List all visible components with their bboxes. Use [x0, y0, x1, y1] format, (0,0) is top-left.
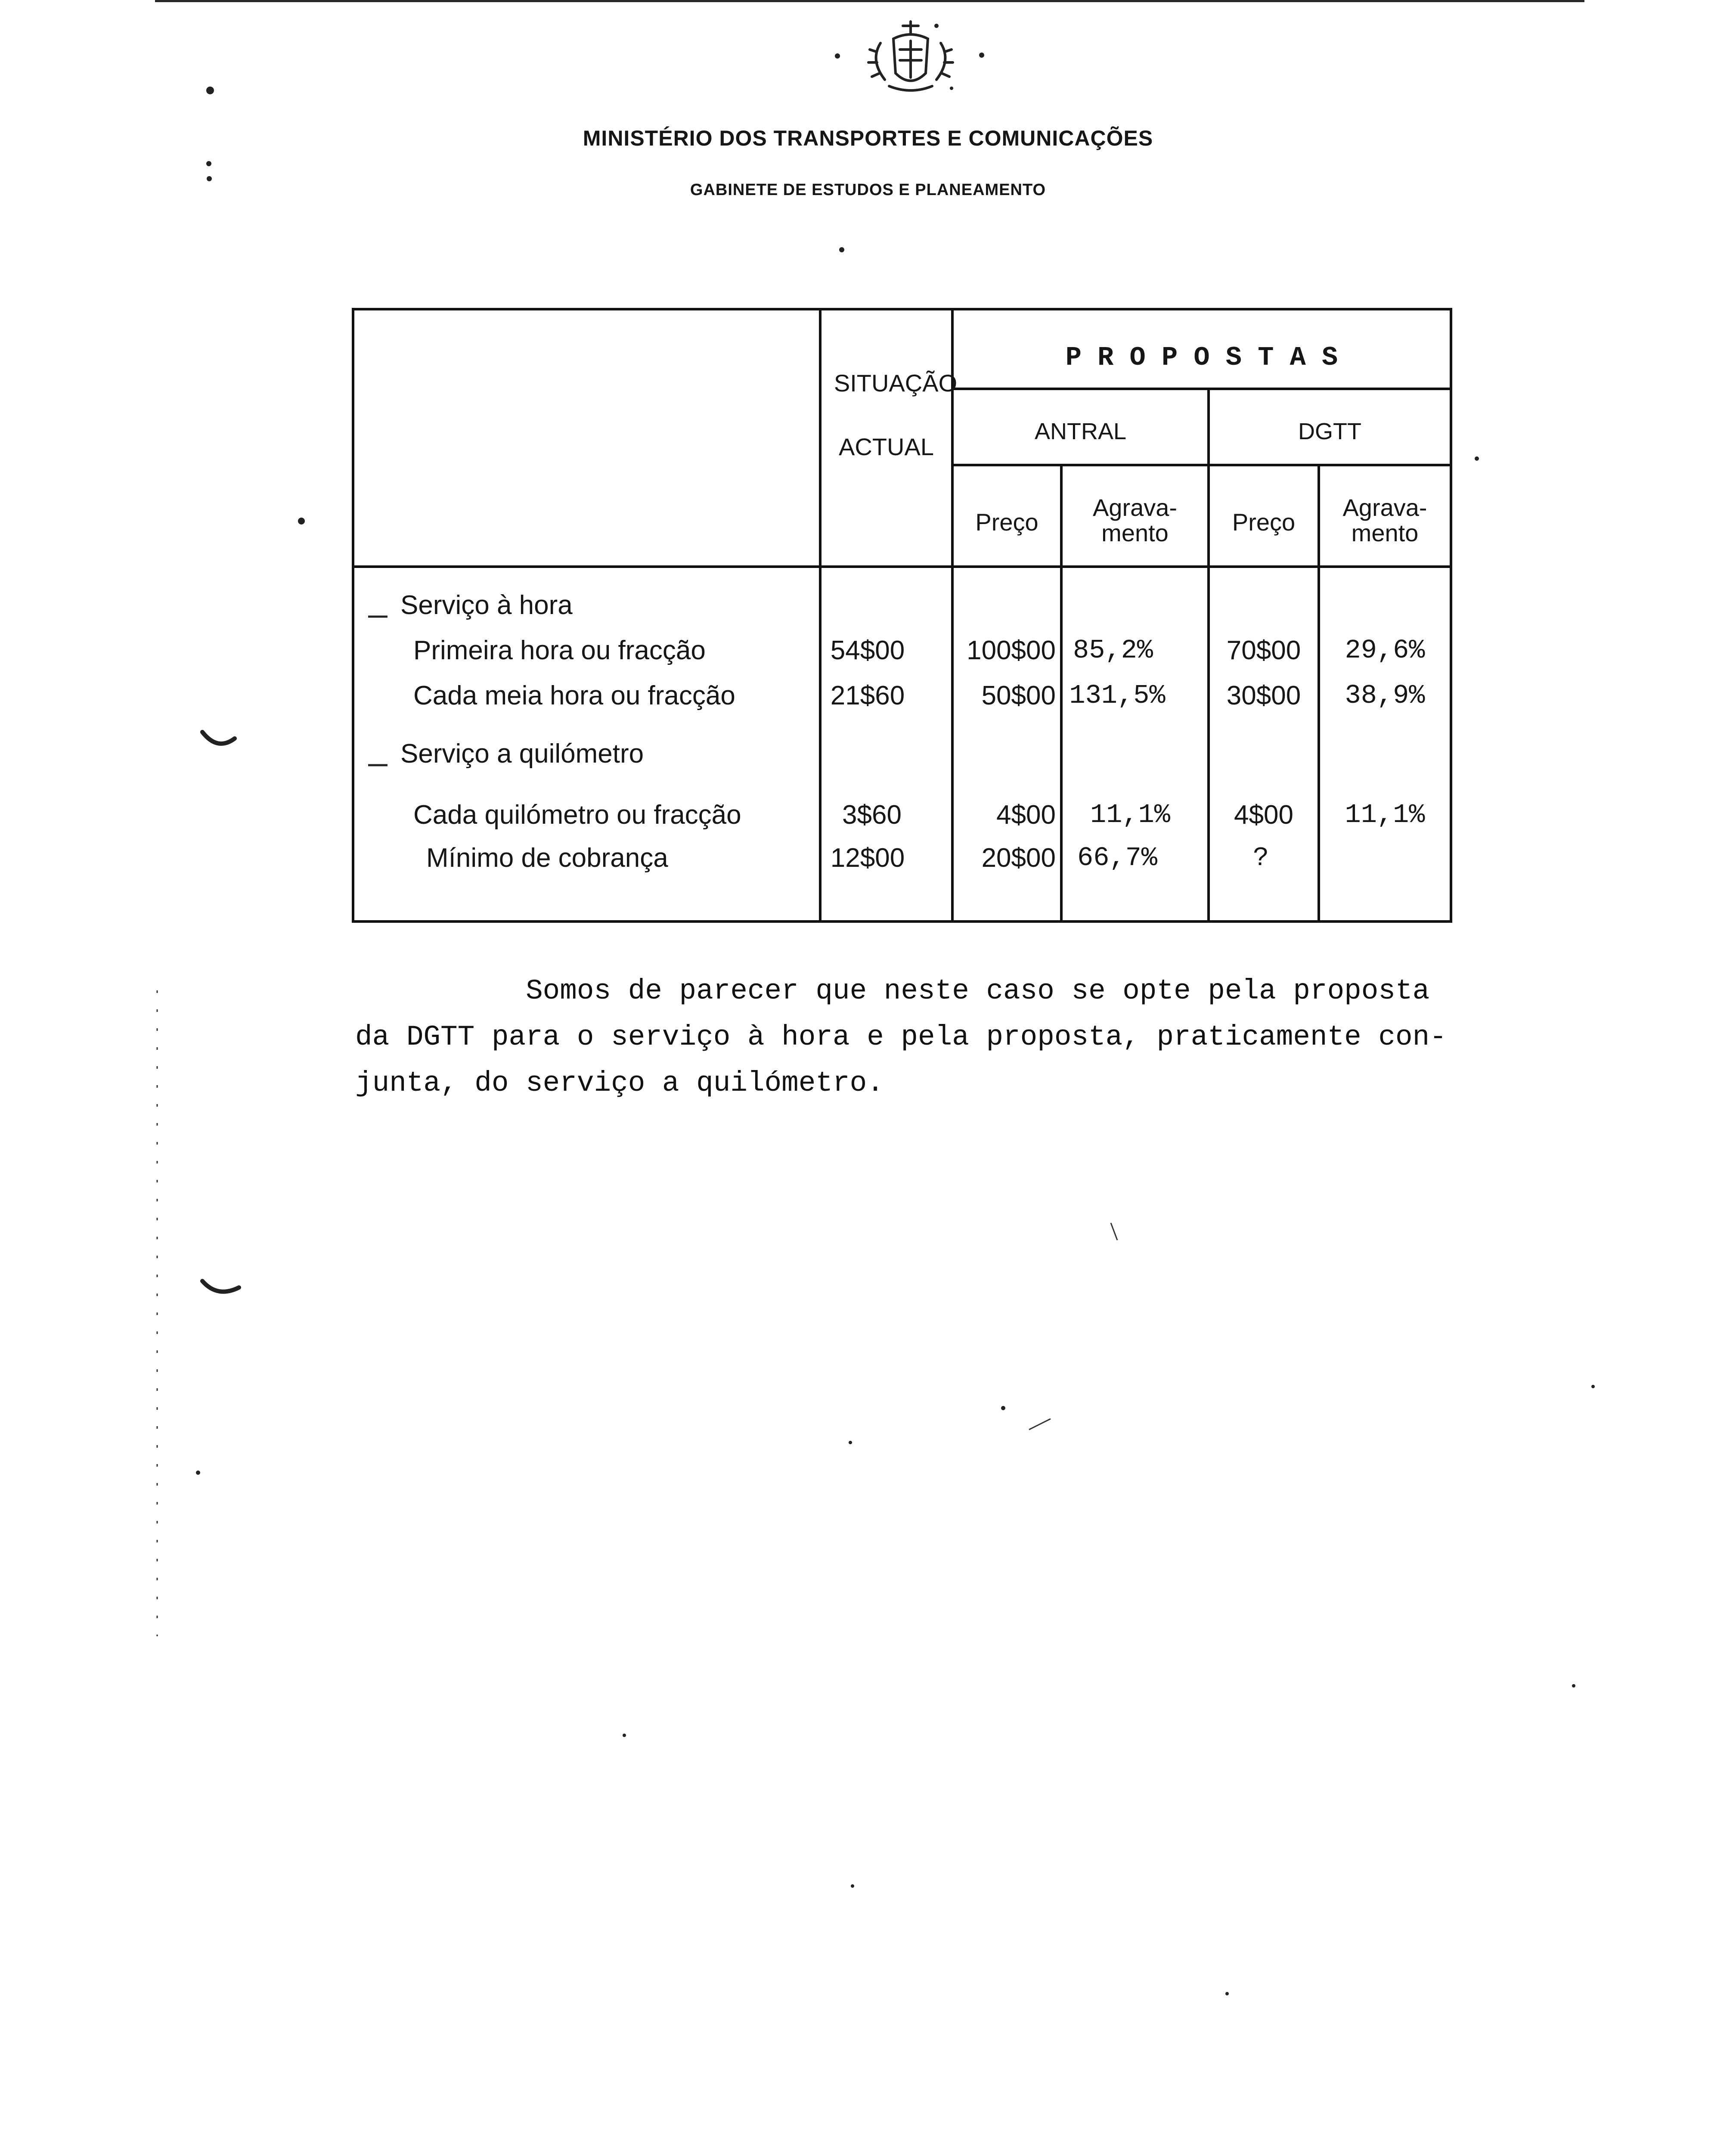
dgtt-agravamento-value: 11,1% [1345, 800, 1425, 830]
antral-agravamento-value: 66,7% [1077, 843, 1158, 873]
antral-preco-value: 4$00 [996, 800, 1056, 830]
actual-value: 54$00 [830, 636, 905, 665]
actual-value: 12$00 [830, 843, 905, 873]
paragraph-line: da DGTT para o serviço à hora e pela proposta, praticamente con- [355, 1021, 1447, 1053]
actual-value: 21$60 [830, 681, 905, 710]
agravamento-label-line1: Agrava- [1092, 494, 1178, 521]
agravamento-label-line2: mento [1101, 519, 1169, 546]
office-subtitle: GABINETE DE ESTUDOS E PLANEAMENTO [690, 181, 1046, 199]
dgtt-preco-value: 70$00 [1226, 636, 1301, 665]
actual-value: 3$60 [842, 800, 902, 830]
antral-agravamento-value: 131,5% [1069, 680, 1166, 711]
antral-preco-value: 100$00 [967, 636, 1056, 665]
row-label: Mínimo de cobrança [426, 843, 668, 873]
row-label: Primeira hora ou fracção [413, 636, 706, 665]
section-title-hora: Serviço à hora [400, 590, 573, 620]
antral-preco-value: 50$00 [981, 681, 1056, 710]
dgtt-agravamento-value: 29,6% [1345, 635, 1425, 666]
agravamento-label-line1: Agrava- [1342, 494, 1427, 521]
section-title-quilometro: Serviço a quilómetro [400, 739, 644, 769]
antral-agravamento-value: 11,1% [1090, 800, 1171, 830]
antral-preco-value: 20$00 [981, 843, 1056, 873]
row-label: Cada meia hora ou fracção [413, 681, 735, 710]
agravamento-label-line2: mento [1351, 519, 1419, 546]
propostas-header: P R O P O S T A S [1065, 342, 1338, 373]
antral-agravamento-value: 85,2% [1073, 635, 1153, 666]
situacao-header: SITUAÇÃO [834, 369, 958, 397]
antral-header: ANTRAL [1034, 419, 1127, 444]
dgtt-preco-value: ? [1253, 843, 1269, 873]
paragraph-line: junta, do serviço a quilómetro. [355, 1067, 884, 1099]
dgtt-header: DGTT [1298, 419, 1361, 444]
dgtt-preco-value: 30$00 [1226, 681, 1301, 710]
antral-preco-header: Preço [975, 509, 1038, 536]
ministry-title: MINISTÉRIO DOS TRANSPORTES E COMUNICAÇÕES [583, 126, 1153, 150]
dgtt-preco-header: Preço [1232, 509, 1296, 536]
row-label: Cada quilómetro ou fracção [413, 800, 741, 830]
actual-header: ACTUAL [839, 433, 934, 460]
paragraph-line: Somos de parecer que neste caso se opte pela proposta [355, 975, 1430, 1007]
dgtt-agravamento-value: 38,9% [1345, 680, 1425, 711]
dgtt-preco-value: 4$00 [1234, 800, 1293, 830]
